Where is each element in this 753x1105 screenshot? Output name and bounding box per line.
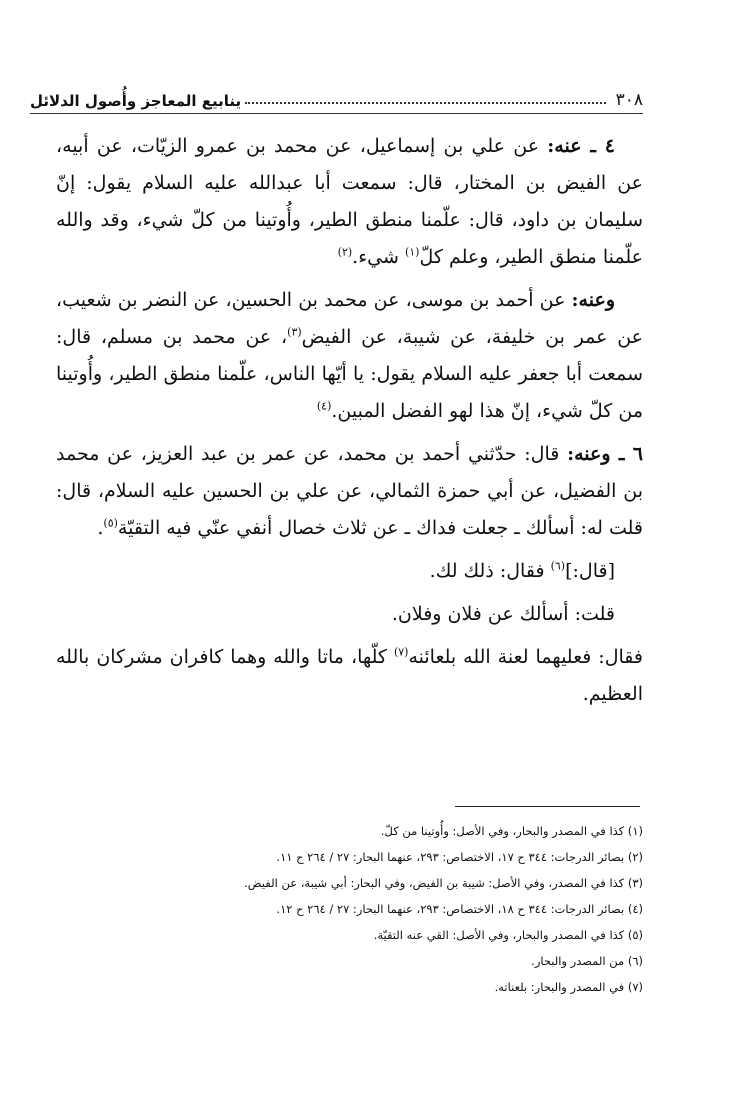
paragraph-text: [قال:]	[565, 560, 615, 582]
footnote-item: (١) كذا في المصدر والبحار، وفي الأصل: وأُوتينا من كلّ.	[380, 824, 643, 838]
footnote-item: (٣) كذا في المصدر، وفي الأصل: شيبة بن الفيض، وفي البحار: أبي شيبة، عن الفيض.	[244, 876, 643, 890]
paragraph-hadith-6	[56, 436, 643, 547]
footnote-item: (٦) من المصدر والبحار.	[531, 954, 643, 968]
paragraph-hadith-5	[56, 282, 643, 430]
paragraph-text-cont: ، عن محمد بن مسلم، قال: سمعت أبا جعفر عليه السلام يقول: يا أيّها الناس، علّمنا منطق الطير، وأُوتينا من كلّ شيء، إنّ هذا لهو الفضل المبين.	[56, 326, 643, 422]
paragraph-text: فقال: فعليهما لعنة الله بلعائنه	[408, 646, 643, 668]
hadith-lead: ٤ ـ عنه:	[547, 135, 615, 157]
paragraph-text-cont: شيء.	[352, 246, 405, 268]
footnote-marker: (١)	[404, 245, 420, 259]
paragraph-dialogue-2	[56, 596, 643, 633]
paragraph-dialogue-1	[56, 553, 643, 590]
footnote-marker: (٦)	[550, 559, 566, 573]
footnote-marker: (٥)	[103, 516, 118, 530]
main-text	[56, 128, 643, 719]
footnote-marker: (٤)	[316, 399, 332, 413]
footnote-item: (٤) بصائر الدرجات: ٣٤٤ ح ١٨، الاختصاص: ٢٩٣، عنهما البحار: ٢٧ / ٢٦٤ ح ١٢.	[276, 902, 643, 916]
footnote-marker: (٣)	[287, 325, 302, 339]
footnote-item: (٥) كذا في المصدر والبحار، وفي الأصل: القي عنه التقيّة.	[373, 928, 643, 942]
paragraph-text: عن علي بن إسماعيل، عن محمد بن عمرو الزيّات، عن أبيه، عن الفيض بن المختار، قال: سمعت أبا عبدالله عليه السلام يقول: إنّ سليمان بن داود، قال: علّمنا منطق الطير، وأُوتينا من كلّ شيء، وقد والله علّمنا منطق الطير، وعلم كلّ	[56, 135, 643, 268]
header-rule	[30, 113, 643, 114]
footnote-item: (٧) في المصدر والبحار: بلعناته.	[494, 980, 643, 994]
paragraph-text: قلت: أسألك عن فلان وفلان.	[391, 603, 615, 625]
hadith-lead: وعنه:	[571, 289, 615, 311]
running-header	[30, 84, 643, 110]
paragraph-text-cont: كلّها، ماتا والله وهما كافران مشركان بالله العظيم.	[56, 646, 643, 705]
footnotes	[56, 818, 643, 1000]
paragraph-text: عن أحمد بن موسى، عن محمد بن الحسين، عن النضر بن شعيب، عن عمر بن خليفة، عن شيبة، عن الفيض	[56, 289, 643, 348]
footnote-marker: (٢)	[337, 245, 353, 259]
book-title: ينابيع المعاجز وأُصول الدلائل	[30, 92, 242, 110]
paragraph-hadith-4	[56, 128, 643, 276]
page-number: ٣٠٨	[615, 90, 643, 110]
footnote-marker: (٧)	[393, 645, 409, 659]
footnote-item: (٢) بصائر الدرجات: ٣٤٤ ح ١٧، الاختصاص: ٢٩٣، عنهما البحار: ٢٧ / ٢٦٤ ح ١١.	[276, 850, 643, 864]
paragraph-text-cont: .	[97, 517, 104, 539]
hadith-lead: ٦ ـ وعنه:	[567, 443, 643, 465]
paragraph-dialogue-3	[56, 639, 643, 713]
paragraph-text-cont: فقال: ذلك لك.	[429, 560, 551, 582]
header-dot-leader	[245, 102, 605, 104]
footnote-separator	[455, 806, 640, 807]
paragraph-text: قال: حدّثني أحمد بن محمد، عن عمر بن عبد العزيز، عن محمد بن الفضيل، عن أبي حمزة الثمالي، عن علي بن الحسين عليه السلام، قال: قلت له: أسألك ـ جعلت فداك ـ عن ثلاث خصال أنفي عنّي فيه التقيّة	[56, 443, 643, 539]
